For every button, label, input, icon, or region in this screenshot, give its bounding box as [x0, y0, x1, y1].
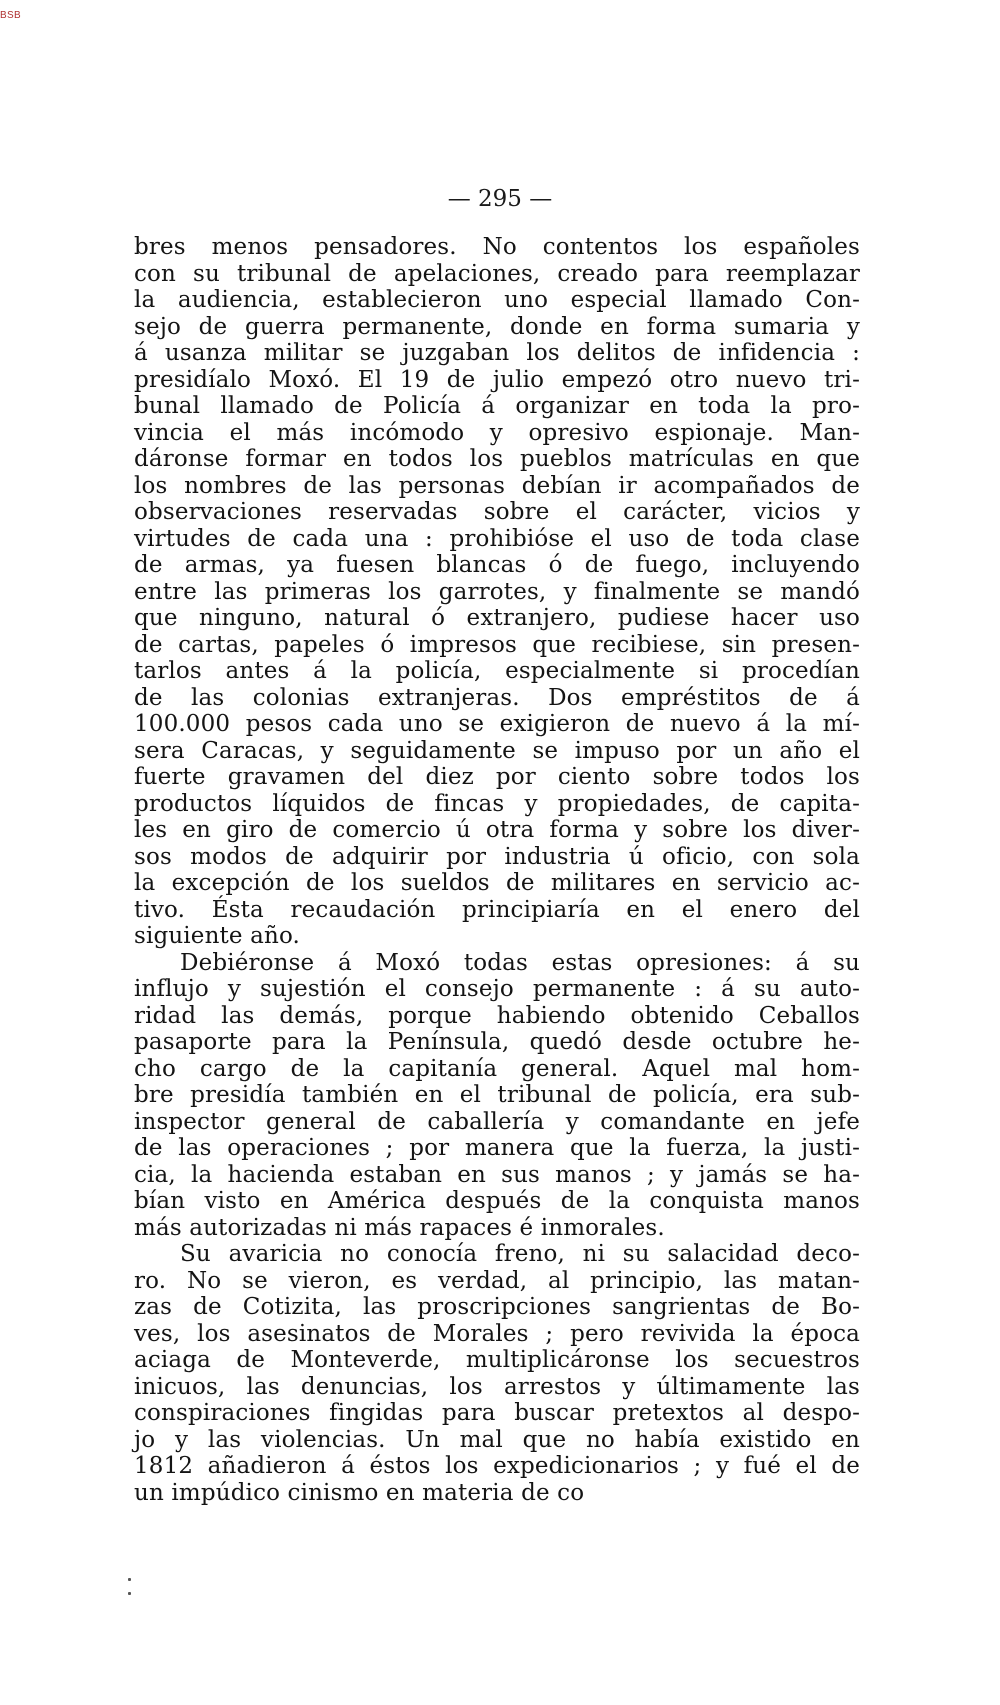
text-line: influjo y sujestión el consejo permanente : á su auto-: [134, 976, 860, 1002]
text-line: sos modos de adquirir por industria ú oficio, con sola: [134, 843, 860, 870]
text-line: bían visto en América después de la conquista manos: [134, 1188, 860, 1214]
text-line: cia, la hacienda estaban en sus manos ; y jamás se ha-: [134, 1161, 860, 1188]
paragraph-start-line: Debiéronse á Moxó todas estas opresiones: á su: [180, 949, 860, 976]
text-line: entre las primeras los garrotes, y finalmente se mandó: [134, 578, 860, 605]
text-line: la excepción de los sueldos de militares en servicio ac-: [134, 870, 860, 896]
text-line: zas de Cotizita, las proscripciones sangrientas de Bo-: [134, 1294, 860, 1320]
text-line: 100.000 pesos cada uno se exigieron de nuevo á la mí-: [134, 711, 860, 737]
text-line: ridad las demás, porque habiendo obtenido Ceballos: [134, 1002, 860, 1029]
scan-mark: [128, 1578, 131, 1581]
text-line: observaciones reservadas sobre el carácter, vicios y: [134, 499, 860, 525]
library-stamp: BSB: [0, 10, 21, 21]
text-line: les en giro de comercio ú otra forma y sobre los diver-: [134, 817, 860, 843]
text-line: jo y las violencias. Un mal que no había existido en: [134, 1426, 860, 1453]
text-line: conspiraciones fingidas para buscar pretextos al despo-: [134, 1400, 860, 1426]
text-line: aciaga de Monteverde, multiplicáronse los secuestros: [134, 1347, 860, 1373]
text-line: productos líquidos de fincas y propiedades, de capita-: [134, 790, 860, 817]
text-line: que ninguno, natural ó extranjero, pudiese hacer uso: [134, 605, 860, 631]
text-line: de armas, ya fuesen blancas ó de fuego, incluyendo: [134, 552, 860, 578]
text-line: la audiencia, establecieron uno especial llamado Con-: [134, 287, 860, 313]
text-line: presidíalo Moxó. El 19 de julio empezó otro nuevo tri-: [134, 366, 860, 393]
text-line: bre presidía también en el tribunal de policía, era sub-: [134, 1082, 860, 1108]
text-line: 1812 añadieron á éstos los expedicionarios ; y fué el de: [134, 1453, 860, 1479]
text-line: sera Caracas, y seguidamente se impuso por un año el: [134, 737, 860, 764]
text-line: tivo. Ésta recaudación principiaría en el enero del: [134, 896, 860, 923]
text-line: inspector general de caballería y comandante en jefe: [134, 1108, 860, 1135]
text-line: de las colonias extranjeras. Dos empréstitos de á: [134, 684, 860, 711]
scan-mark: [128, 1592, 131, 1595]
text-line: ro. No se vieron, es verdad, al principio, las matan-: [134, 1267, 860, 1294]
text-line: virtudes de cada una : prohibióse el uso de toda clase: [134, 525, 860, 552]
text-line: bres menos pensadores. No contentos los españoles: [134, 234, 860, 260]
text-line: inicuos, las denuncias, los arrestos y últimamente las: [134, 1373, 860, 1400]
text-line: cho cargo de la capitanía general. Aquel mal hom-: [134, 1055, 860, 1082]
text-line: de las operaciones ; por manera que la fuerza, la justi-: [134, 1135, 860, 1161]
text-line: tarlos antes á la policía, especialmente si procedían: [134, 658, 860, 684]
paragraph-end-line: más autorizadas ni más rapaces é inmorales.: [134, 1214, 665, 1241]
text-line: dáronse formar en todos los pueblos matrículas en que: [134, 446, 860, 472]
text-line: bunal llamado de Policía á organizar en toda la pro-: [134, 393, 860, 419]
paragraph-start-line: Su avaricia no conocía freno, ni su salacidad deco-: [180, 1241, 860, 1267]
text-line: fuerte gravamen del diez por ciento sobre todos los: [134, 764, 860, 790]
text-line: sejo de guerra permanente, donde en forma sumaria y: [134, 313, 860, 340]
text-line: con su tribunal de apelaciones, creado para reemplazar: [134, 260, 860, 287]
text-line: vincia el más incómodo y opresivo espionaje. Man-: [134, 419, 860, 446]
text-line-truncated: un impúdico cinismo en materia de co: [134, 1479, 585, 1506]
body-text: [134, 234, 860, 1506]
text-line: pasaporte para la Península, quedó desde octubre he-: [134, 1029, 860, 1055]
paragraph-end-line: siguiente año.: [134, 923, 301, 949]
text-line: de cartas, papeles ó impresos que recibiese, sin presen-: [134, 631, 860, 658]
text-line: á usanza militar se juzgaban los delitos de infidencia :: [134, 340, 860, 366]
page-number: — 295 —: [447, 186, 553, 212]
text-line: ves, los asesinatos de Morales ; pero revivida la época: [134, 1320, 860, 1347]
text-line: los nombres de las personas debían ir acompañados de: [134, 472, 860, 499]
